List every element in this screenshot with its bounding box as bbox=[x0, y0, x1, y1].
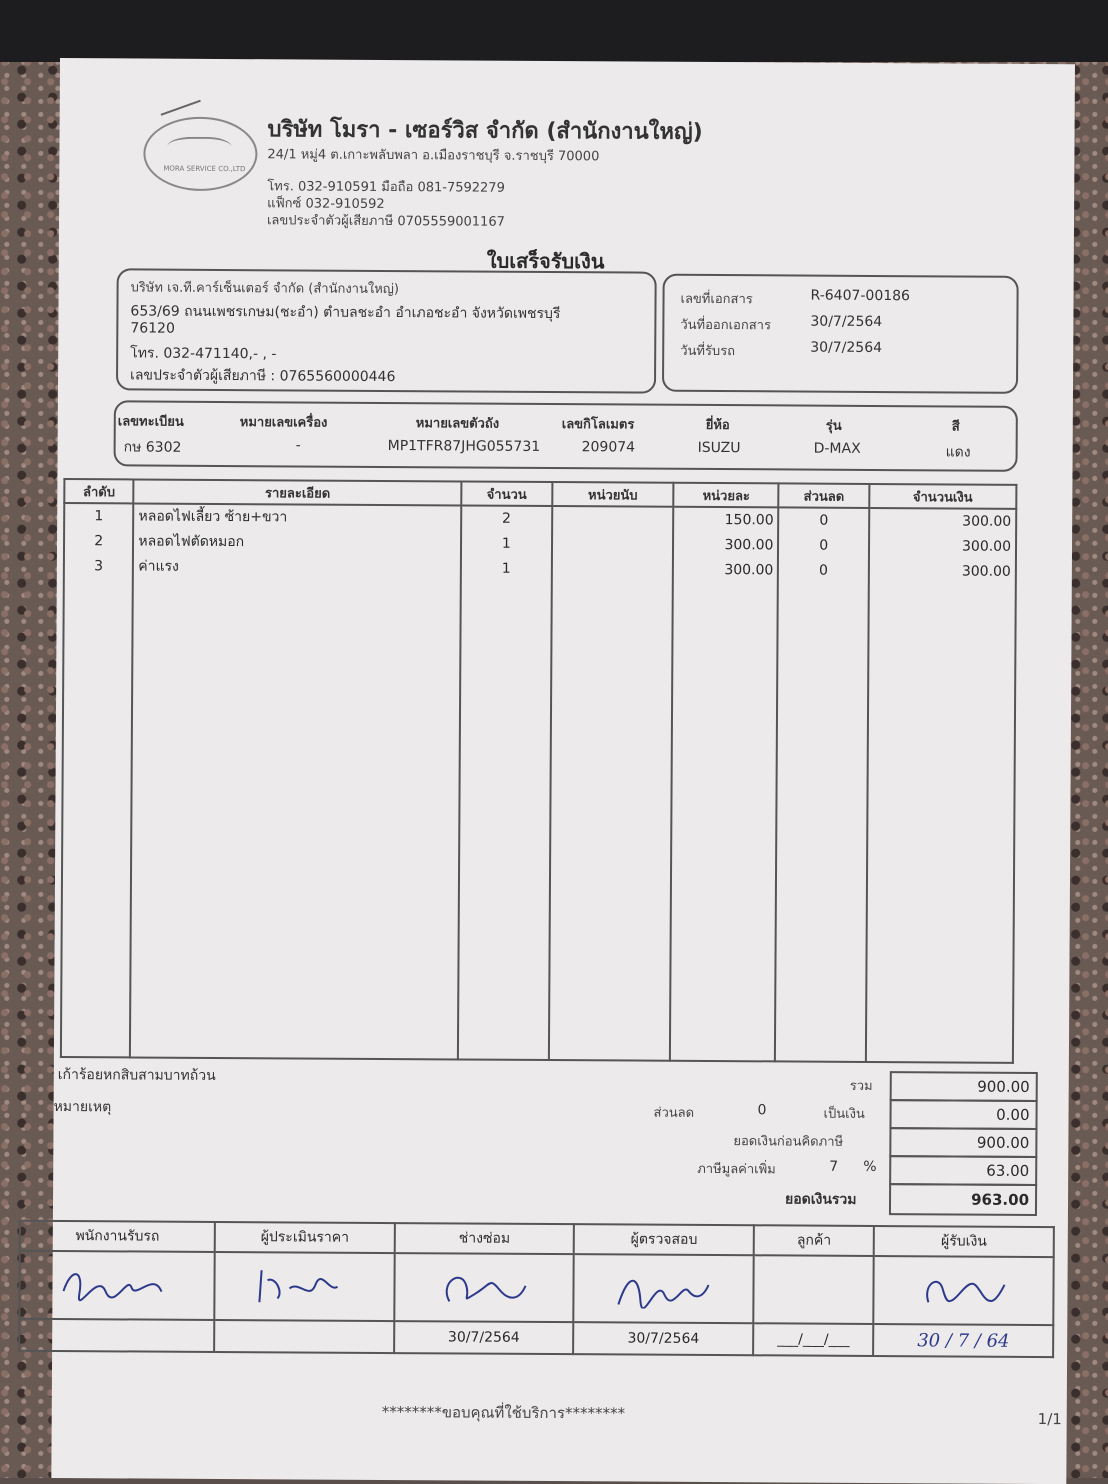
handwritten-signature-icon bbox=[909, 1266, 1019, 1311]
sig-header-appraiser: ผู้ประเมินราคา bbox=[215, 1222, 395, 1253]
company-phone: โทร. 032-910591 มือถือ 081-7592279 bbox=[267, 179, 505, 196]
col-desc bbox=[130, 503, 461, 1059]
receive-date-label: วันที่รับรถ bbox=[680, 343, 736, 360]
vehicle-header-engine: หมายเลขเครื่อง bbox=[239, 415, 328, 431]
table-cell: 3 bbox=[94, 558, 104, 575]
vehicle-model: D-MAX bbox=[813, 440, 861, 457]
sig-date-customer: ___/___/___ bbox=[753, 1323, 874, 1356]
handwritten-signature-icon bbox=[609, 1264, 719, 1309]
col-header-discount: ส่วนลด bbox=[779, 483, 870, 508]
sum-label: รวม bbox=[849, 1078, 873, 1094]
col-header-no: ลำดับ bbox=[64, 479, 133, 503]
doc-info-box bbox=[662, 274, 1019, 394]
table-cell: 300.00 bbox=[962, 513, 1012, 530]
logo-stroke bbox=[161, 100, 201, 116]
vehicle-header-chassis: หมายเลขตัวถัง bbox=[415, 416, 500, 432]
table-cell: 0 bbox=[819, 512, 829, 529]
table-cell: 1 bbox=[94, 508, 104, 525]
signature-inspector bbox=[574, 1254, 754, 1323]
col-qty bbox=[458, 505, 552, 1060]
col-amount bbox=[866, 508, 1017, 1063]
vehicle-engine: - bbox=[295, 437, 301, 454]
discount-label: ส่วนลด bbox=[653, 1105, 695, 1121]
grand-total-value: 963.00 bbox=[889, 1183, 1037, 1216]
signature-date-row bbox=[19, 1319, 1053, 1357]
table-cell: 300.00 bbox=[961, 538, 1012, 555]
discount-pct: 0 bbox=[757, 1102, 767, 1119]
issue-date: 30/7/2564 bbox=[810, 313, 883, 331]
amount-in-words: เก้าร้อยหกสิบสามบาทถ้วน bbox=[57, 1067, 216, 1084]
col-header-amount: จำนวนเงิน bbox=[869, 484, 1016, 509]
issue-date-label: วันที่ออกเอกสาร bbox=[680, 317, 772, 334]
signature-appraiser bbox=[215, 1252, 395, 1321]
signature-row bbox=[19, 1251, 1053, 1325]
sig-date-inspector: 30/7/2564 bbox=[574, 1322, 754, 1355]
signature-mechanic bbox=[394, 1253, 574, 1322]
col-unit bbox=[548, 506, 673, 1061]
customer-box bbox=[116, 268, 657, 393]
vehicle-header-brand: ยี่ห้อ bbox=[705, 417, 730, 434]
before-vat-label: ยอดเงินก่อนคิดภาษี bbox=[733, 1134, 844, 1150]
vat-label: ภาษีมูลค่าเพิ่ม bbox=[697, 1161, 776, 1178]
table-cell: 300.00 bbox=[724, 537, 774, 554]
sig-header-mechanic: ช่างซ่อม bbox=[395, 1223, 575, 1254]
col-header-desc: รายละเอียด bbox=[134, 479, 462, 505]
sig-date-mechanic: 30/7/2564 bbox=[394, 1321, 574, 1354]
vat-value: 63.00 bbox=[889, 1155, 1037, 1186]
page-number: 1/1 bbox=[1037, 1409, 1062, 1429]
vat-rate: 7 bbox=[829, 1158, 839, 1175]
table-cell: 0 bbox=[819, 562, 829, 579]
handwritten-signature-icon bbox=[429, 1263, 539, 1308]
grand-total-label: ยอดเงินรวม bbox=[784, 1191, 857, 1208]
vehicle-km: 209074 bbox=[581, 439, 636, 456]
customer-phone: โทร. 032-471140,- , - bbox=[130, 345, 277, 363]
company-fax: แฟ็กซ์ 032-910592 bbox=[267, 196, 385, 212]
sig-date-cashier: 30 / 7 / 64 bbox=[873, 1324, 1053, 1357]
handwritten-signature-icon bbox=[249, 1262, 359, 1307]
discount-amount-label: เป็นเงิน bbox=[823, 1106, 865, 1122]
before-vat-value: 900.00 bbox=[889, 1127, 1037, 1158]
customer-tax-id: เลขประจำตัวผู้เสียภาษี : 0765560000446 bbox=[130, 367, 396, 386]
receive-date: 30/7/2564 bbox=[810, 339, 883, 357]
table-cell bbox=[556, 557, 668, 583]
table-cell bbox=[556, 532, 668, 558]
col-price bbox=[670, 507, 778, 1062]
remark-label: หมายเหตุ bbox=[53, 1098, 112, 1116]
vat-pct-sign: % bbox=[863, 1158, 877, 1176]
col-header-unit: หน่วยนับ bbox=[552, 482, 674, 507]
vehicle-color: แดง bbox=[945, 444, 971, 461]
thank-you-footer: ********ขอบคุณที่ใช้บริการ******** bbox=[381, 1402, 626, 1423]
document-title: ใบเสร็จรับเงิน bbox=[486, 248, 605, 274]
vehicle-box bbox=[114, 400, 1018, 472]
table-cell: 300.00 bbox=[724, 562, 774, 579]
signature-receiver bbox=[19, 1251, 215, 1320]
doc-no: R-6407-00186 bbox=[810, 287, 911, 305]
col-header-qty: จำนวน bbox=[461, 481, 552, 506]
table-cell: ค่าแรง bbox=[138, 558, 179, 575]
customer-address-line2: 76120 bbox=[130, 320, 175, 337]
vehicle-header-plate: เลขทะเบียน bbox=[117, 414, 184, 430]
company-logo bbox=[143, 117, 257, 192]
table-cell: 1 bbox=[501, 560, 511, 577]
discount-amount: 0.00 bbox=[889, 1099, 1037, 1130]
sig-header-customer: ลูกค้า bbox=[754, 1225, 875, 1256]
vehicle-plate: กษ 6302 bbox=[123, 439, 182, 456]
table-cell: 2 bbox=[94, 533, 104, 550]
keyboard-edge bbox=[0, 0, 1108, 62]
sig-header-cashier: ผู้รับเงิน bbox=[874, 1226, 1054, 1257]
sum-value: 900.00 bbox=[890, 1071, 1038, 1102]
sig-header-receiver: พนักงานรับรถ bbox=[20, 1221, 215, 1252]
table-cell: 2 bbox=[502, 510, 512, 527]
table-cell: 0 bbox=[819, 537, 829, 554]
vehicle-header-color: สี bbox=[951, 419, 960, 435]
table-cell: 300.00 bbox=[961, 563, 1011, 580]
company-name: บริษัท โมรา - เซอร์วิส จำกัด (สำนักงานใหญ่) bbox=[267, 117, 703, 145]
table-cell: 150.00 bbox=[724, 512, 774, 529]
table-cell: หลอดไฟตัดหมอก bbox=[138, 533, 245, 551]
vehicle-brand: ISUZU bbox=[697, 439, 741, 457]
vehicle-header-model: รุ่น bbox=[825, 418, 842, 434]
handwritten-signature-icon bbox=[57, 1261, 177, 1306]
company-tax-id: เลขประจำตัวผู้เสียภาษี 0705559001167 bbox=[266, 213, 505, 230]
customer-address-line1: 653/69 ถนนเพชรเกษม(ชะอำ) ตำบลชะอำ อำเภอชะอำ จังหวัดเพชรบุรี bbox=[130, 303, 561, 323]
company-address: 24/1 หมู่4 ต.เกาะพลับพลา อ.เมืองราชบุรี จ.ราชบุรี 70000 bbox=[267, 147, 600, 165]
items-table bbox=[60, 478, 1018, 1064]
col-header-price: หน่วยละ bbox=[674, 483, 779, 508]
items-body bbox=[61, 503, 1016, 1063]
table-cell bbox=[557, 507, 669, 533]
signature-cashier bbox=[874, 1256, 1054, 1325]
col-discount bbox=[775, 507, 869, 1062]
customer-name: บริษัท เจ.ที.คาร์เซ็นเตอร์ จำกัด (สำนักงานใหญ่) bbox=[130, 280, 400, 298]
car-outline-icon bbox=[167, 137, 231, 161]
sig-date-receiver bbox=[19, 1319, 215, 1352]
vehicle-chassis: MP1TFR87JHG055731 bbox=[387, 438, 541, 455]
receipt-paper bbox=[51, 58, 1075, 1484]
doc-no-label: เลขที่เอกสาร bbox=[680, 291, 753, 308]
table-cell: 1 bbox=[501, 535, 511, 552]
table-cell: หลอดไฟเลี้ยว ซ้าย+ขวา bbox=[138, 508, 288, 526]
sig-date-appraiser bbox=[214, 1320, 394, 1353]
sig-header-inspector: ผู้ตรวจสอบ bbox=[574, 1224, 754, 1255]
col-no bbox=[61, 503, 134, 1057]
vehicle-header-km: เลขกิโลเมตร bbox=[561, 417, 635, 433]
signature-table bbox=[18, 1220, 1055, 1358]
logo-text: MORA SERVICE CO.,LTD bbox=[163, 164, 246, 174]
signature-customer bbox=[753, 1255, 874, 1324]
